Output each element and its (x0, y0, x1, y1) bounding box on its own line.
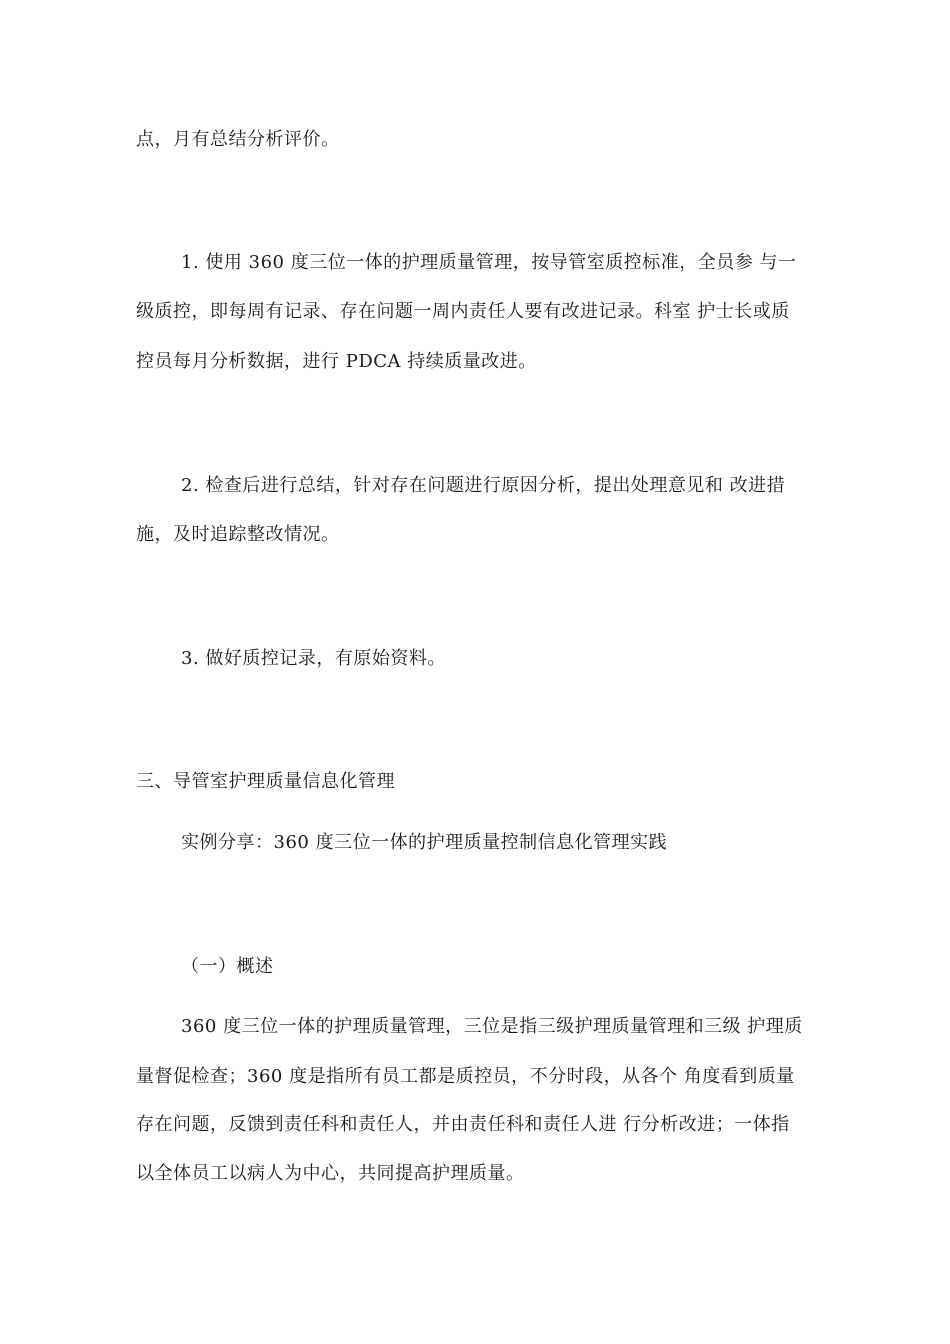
item1-line1: 1. 使用 360 度三位一体的护理质量管理，按导管室质控标准，全员参 与一 (181, 252, 797, 273)
subsection-heading: （一）概述 (181, 956, 274, 977)
item1-line2: 级质控，即每周有记录、存在问题一周内责任人要有改进记录。科室 护士长或质 (136, 301, 790, 322)
overview-line2: 量督促检查；360 度是指所有员工都是质控员，不分时段，从各个 角度看到质量 (136, 1066, 795, 1087)
section-heading: 三、导管室护理质量信息化管理 (136, 771, 395, 792)
item1-line3: 控员每月分析数据，进行 PDCA 持续质量改进。 (136, 351, 537, 372)
overview-line1: 360 度三位一体的护理质量管理，三位是指三级护理质量管理和三级 护理质 (181, 1016, 803, 1037)
example-share-line: 实例分享：360 度三位一体的护理质量控制信息化管理实践 (181, 832, 668, 853)
overview-line3: 存在问题，反馈到责任科和责任人，并由责任科和责任人进 行分析改进；一体指 (136, 1114, 790, 1135)
overview-line4: 以全体员工以病人为中心，共同提高护理质量。 (136, 1163, 525, 1184)
continuation-line: 点，月有总结分析评价。 (136, 129, 340, 150)
item3-line: 3. 做好质控记录，有原始资料。 (181, 648, 446, 669)
item2-line2: 施，及时追踪整改情况。 (136, 524, 340, 545)
item2-line1: 2. 检查后进行总结，针对存在问题进行原因分析，提出处理意见和 改进措 (181, 475, 786, 496)
